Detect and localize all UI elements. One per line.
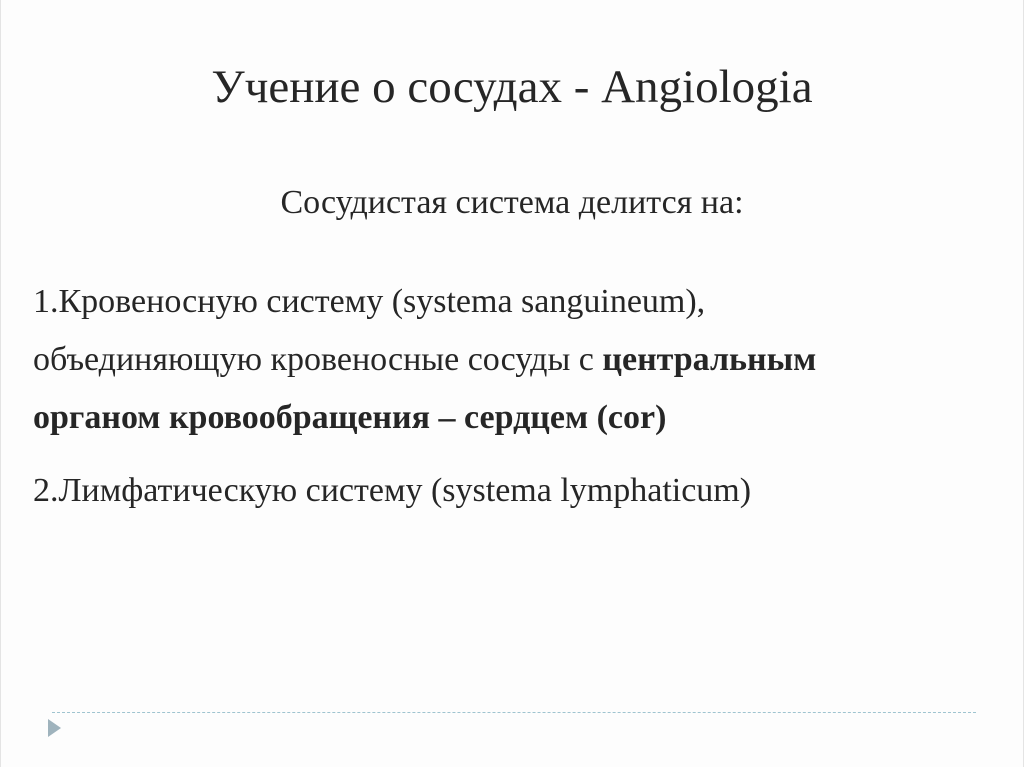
list-item-emphasis: центральным [602, 341, 817, 378]
page-edge-left [0, 0, 1, 767]
list-item-line: 2.Лимфатическую систему (systema lymphaticum) [33, 472, 752, 509]
slide-title: Учение о сосудах - Angiologia [211, 61, 813, 113]
footer-divider [52, 712, 976, 713]
list-item-text: объединяющую кровеносные сосуды с [33, 341, 603, 378]
list-item-line: 1.Кровеносную систему (systema sanguineum), [33, 283, 706, 320]
triangle-right-icon [48, 719, 61, 737]
slide-subtitle: Сосудистая система делится на: [280, 184, 744, 221]
list-item-line [33, 331, 974, 389]
list-item-lymph-system [33, 462, 974, 520]
list-item-blood-system [33, 273, 974, 447]
list-item-emphasis: органом кровообращения – сердцем (cor) [33, 399, 667, 436]
